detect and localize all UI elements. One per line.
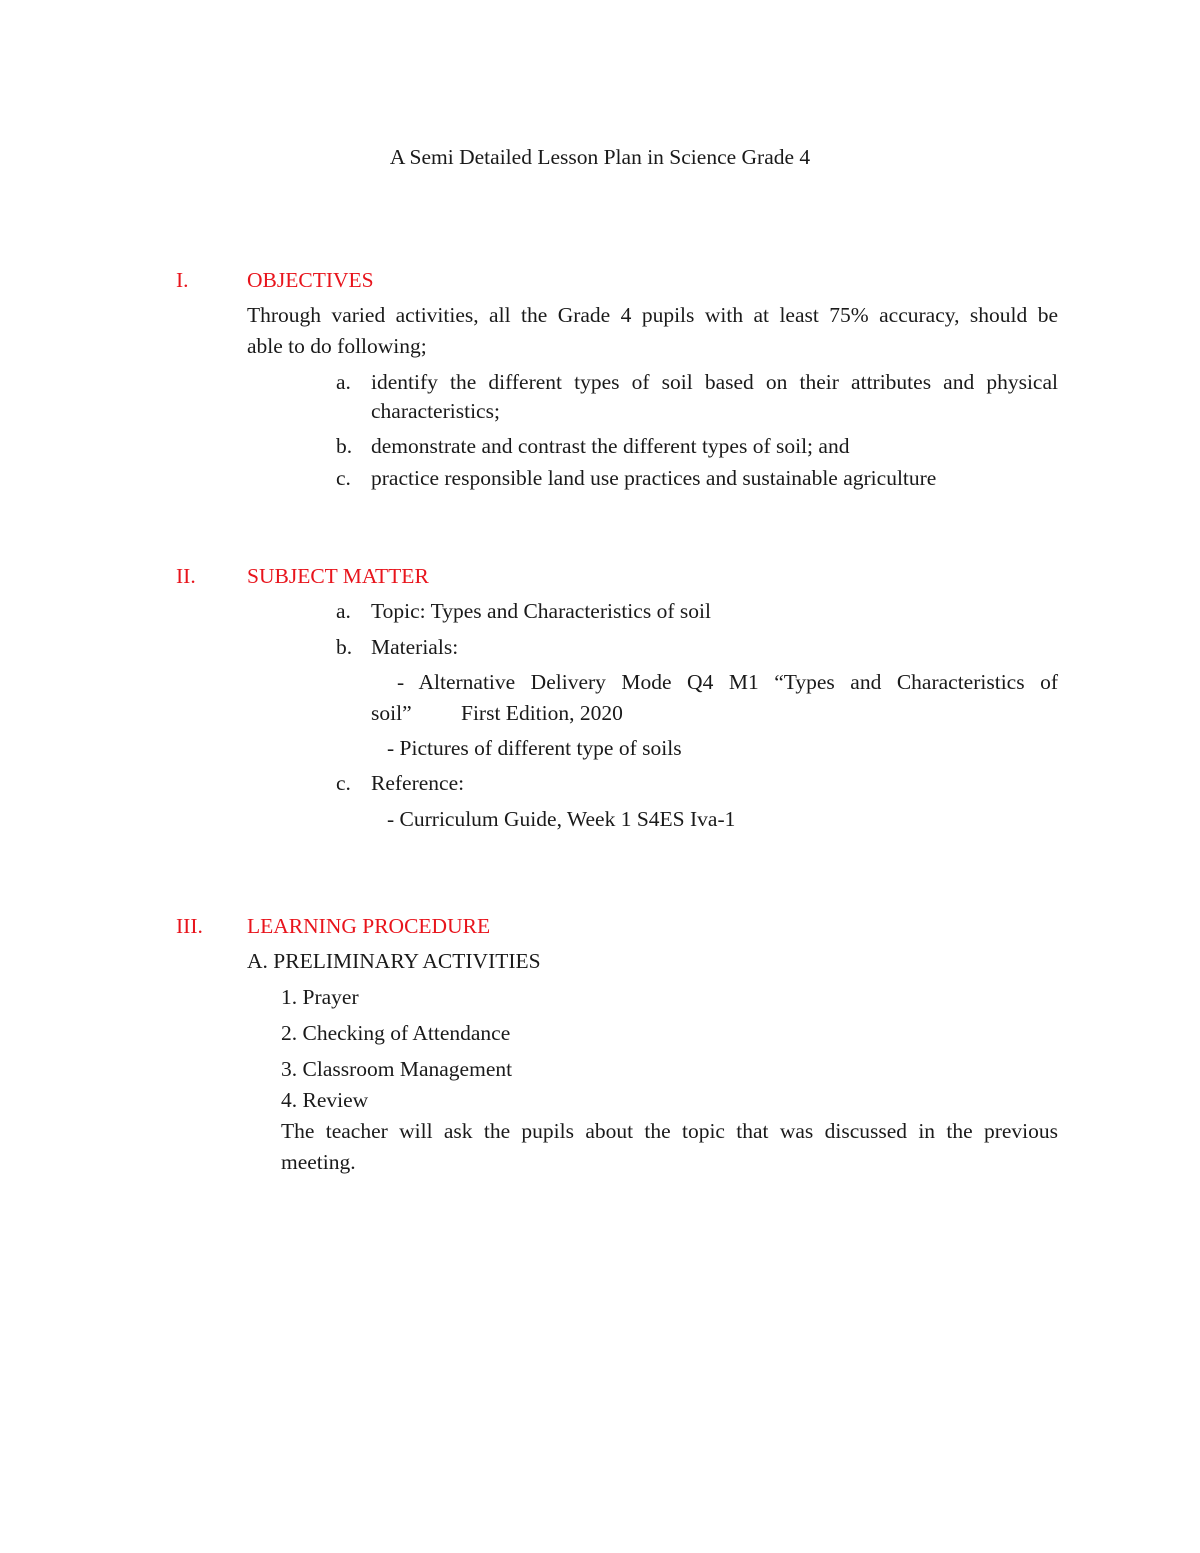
review-description-line2: meeting. (281, 1150, 356, 1174)
objective-b: demonstrate and contrast the different types of soil; and (371, 434, 850, 458)
subject-marker-a: a. (336, 599, 351, 623)
reference-item1: - Curriculum Guide, Week 1 S4ES Iva-1 (387, 807, 736, 831)
review-description-line1: The teacher will ask the pupils about the topic that was discussed in the previous (281, 1119, 1058, 1143)
subject-materials-label: Materials: (371, 635, 459, 659)
procedure-step-classroom-management: 3. Classroom Management (281, 1057, 513, 1081)
materials-item1-line2b: First Edition, 2020 (461, 701, 623, 725)
section-numeral-learning-procedure: III. (176, 914, 203, 938)
procedure-step-prayer: 1. Prayer (281, 985, 359, 1009)
materials-item1-line2a: soil” (371, 701, 412, 725)
materials-item1-line1: - Alternative Delivery Mode Q4 M1 “Types and Characteristics of (397, 670, 1058, 694)
section-heading-learning-procedure: LEARNING PROCEDURE (247, 914, 491, 938)
objective-a-line2: characteristics; (371, 399, 500, 423)
section-heading-subject-matter: SUBJECT MATTER (247, 564, 429, 588)
subject-marker-c: c. (336, 771, 351, 795)
objective-marker-a: a. (336, 370, 351, 394)
subject-reference-label: Reference: (371, 771, 465, 795)
objective-a-line1: identify the different types of soil based on their attributes and physical (371, 370, 1058, 394)
document-title: A Semi Detailed Lesson Plan in Science Grade 4 (389, 145, 811, 169)
objectives-intro-line1: Through varied activities, all the Grade 4 pupils with at least 75% accuracy, should be (247, 303, 1058, 327)
objective-marker-b: b. (336, 434, 353, 458)
section-numeral-subject-matter: II. (176, 564, 196, 588)
procedure-step-review: 4. Review (281, 1088, 369, 1112)
subject-topic: Topic: Types and Characteristics of soil (371, 599, 711, 623)
objective-c: practice responsible land use practices and sustainable agriculture (371, 466, 937, 490)
subject-marker-b: b. (336, 635, 353, 659)
section-heading-objectives: OBJECTIVES (247, 268, 374, 292)
materials-item2: - Pictures of different type of soils (387, 736, 682, 760)
section-numeral-objectives: I. (176, 268, 189, 292)
objectives-intro-line2: able to do following; (247, 334, 427, 358)
objective-marker-c: c. (336, 466, 351, 490)
procedure-step-attendance: 2. Checking of Attendance (281, 1021, 511, 1045)
preliminary-activities-heading: A. PRELIMINARY ACTIVITIES (247, 949, 541, 973)
